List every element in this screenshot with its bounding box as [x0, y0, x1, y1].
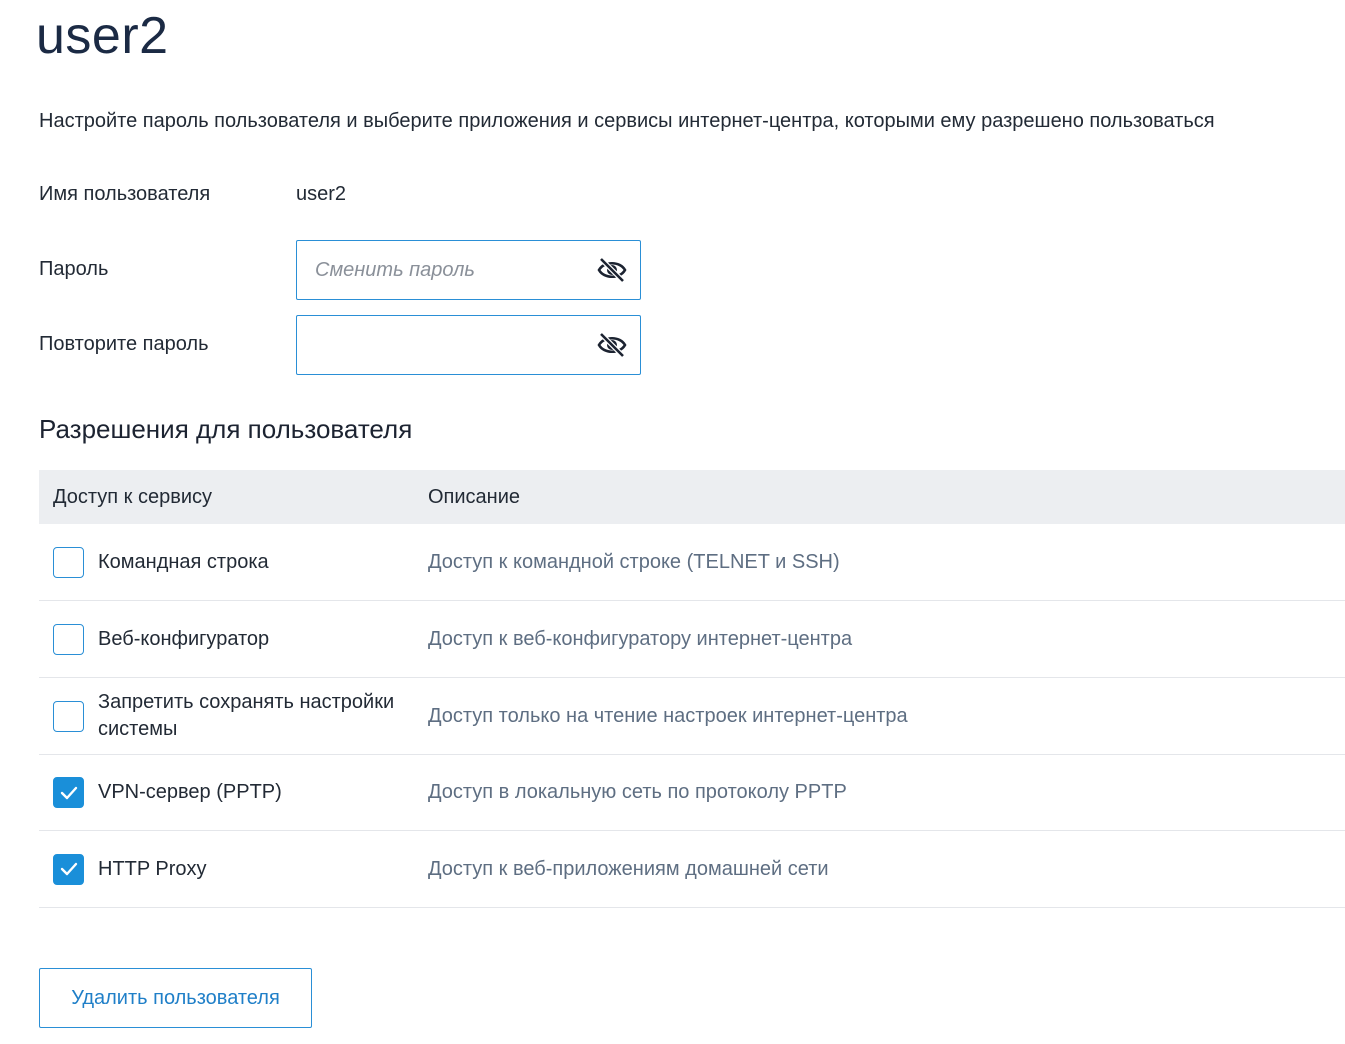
eye-slash-icon[interactable]: [597, 331, 627, 359]
table-row: [39, 678, 1345, 755]
checkmark-icon: [59, 785, 79, 801]
header-service: Доступ к сервису: [53, 485, 213, 508]
service-cell: [39, 624, 428, 655]
description-cell: Доступ в локальную сеть по протоколу PPTP: [428, 781, 847, 803]
permissions-title: Разрешения для пользователя: [39, 414, 413, 444]
table-row: [39, 755, 1345, 831]
eye-slash-icon[interactable]: [597, 256, 627, 284]
service-cell: [39, 547, 428, 578]
checkbox-http-proxy[interactable]: [53, 854, 84, 885]
checkbox-command-line[interactable]: [53, 547, 84, 578]
checkbox-web-configurator[interactable]: [53, 624, 84, 655]
password-field: [296, 240, 641, 300]
table-header: [39, 470, 1345, 524]
service-cell: [39, 777, 428, 808]
delete-user-button[interactable]: Удалить пользователя: [39, 968, 312, 1028]
checkbox-readonly-settings[interactable]: [53, 701, 84, 732]
service-label: Веб-конфигуратор: [98, 627, 270, 650]
repeat-password-input[interactable]: [297, 316, 577, 374]
page-title: user2: [36, 7, 169, 65]
service-label: VPN-сервер (PPTP): [98, 781, 282, 803]
description-cell: Доступ только на чтение настроек интернет-центра: [428, 704, 908, 727]
description-cell: Доступ к веб-приложениям домашней сети: [428, 857, 829, 880]
password-label: Пароль: [39, 258, 109, 280]
table-row: [39, 601, 1345, 678]
permissions-table: [39, 470, 1345, 908]
checkmark-icon: [59, 861, 79, 877]
checkbox-vpn-pptp[interactable]: [53, 777, 84, 808]
description-cell: Доступ к веб-конфигуратору интернет-центра: [428, 627, 853, 650]
service-label: HTTP Proxy: [98, 857, 207, 880]
password-input[interactable]: [297, 241, 577, 299]
header-description: Описание: [428, 485, 521, 508]
table-row: [39, 524, 1345, 601]
username-value: user2: [296, 183, 347, 205]
table-row: [39, 831, 1345, 908]
service-label: Запретить сохранять настройки системы: [98, 691, 395, 740]
repeat-password-label: Повторите пароль: [39, 333, 209, 355]
service-cell: [39, 689, 428, 743]
description-cell: Доступ к командной строке (TELNET и SSH): [428, 550, 840, 573]
service-label: Командная строка: [98, 550, 269, 573]
repeat-password-field: [296, 315, 641, 375]
username-label: Имя пользователя: [39, 183, 211, 205]
service-cell: [39, 854, 428, 885]
intro-text: Настройте пароль пользователя и выберите приложения и сервисы интернет-центра, которыми ему разрешено пользоваться: [39, 110, 1215, 132]
